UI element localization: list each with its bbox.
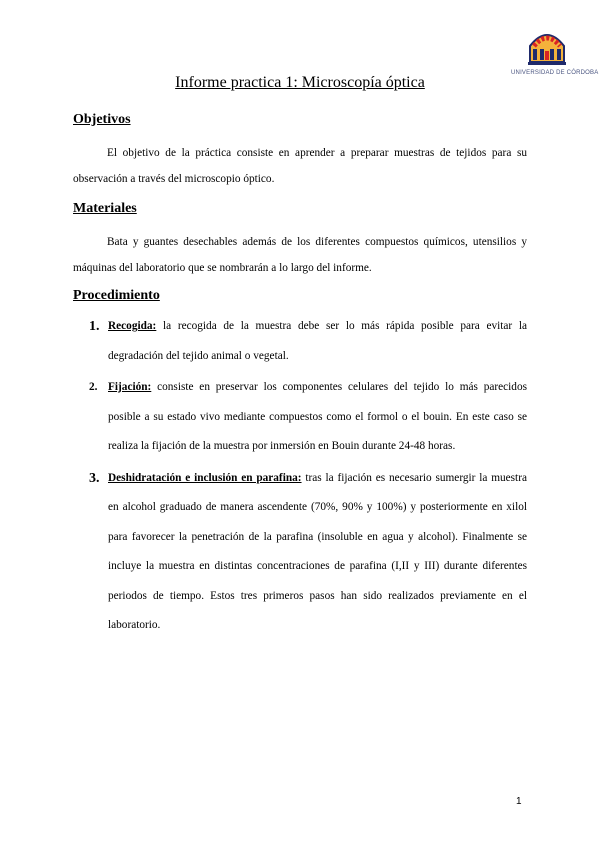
procedure-step-deshidratacion <box>73 464 527 641</box>
heading-objetivos: Objetivos <box>73 112 131 127</box>
heading-procedimiento: Procedimiento <box>73 288 160 303</box>
step-number: 3. <box>89 470 100 486</box>
document-title: Informe practica 1: Microscopía óptica <box>175 74 425 91</box>
step-text: la recogida de la muestra debe ser lo más rápida posible para evitar la degradación del tejido animal o vegetal. <box>108 320 527 362</box>
procedure-list <box>73 312 527 643</box>
objetivos-text: El objetivo de la práctica consiste en aprender a preparar muestras de tejidos para su observación a través del microscopio óptico. <box>73 147 527 185</box>
procedure-step-recogida <box>73 312 527 371</box>
procedure-step-fijacion <box>73 373 527 462</box>
step-text: consiste en preservar los componentes celulares del tejido lo más parecidos posible a su estado vivo mediante compuestos como el formol o el bouin. En este caso se realiza la fijación de la muestra por inmersión en Bouin durante 24-48 horas. <box>108 381 527 452</box>
step-text: tras la fijación es necesario sumergir la muestra en alcohol graduado de manera ascendente (70%, 90% y 100%) y posteriormente en xilol para favorecer la penetración de la parafina (insoluble en agua y alcohol). Finalmente se incluye la muestra en distintas concentraciones de parafina (I,II y III) durante diferentes periodos de tiempo. Estos tres primeros pasos han sido realizados previamente en el laboratorio. <box>108 471 527 631</box>
heading-materiales: Materiales <box>73 201 137 216</box>
step-number: 2. <box>89 381 98 393</box>
step-term: Deshidratación e inclusión en parafina: <box>108 471 302 484</box>
materiales-text: Bata y guantes desechables además de los diferentes compuestos químicos, utensilios y máquinas del laboratorio que se nombrarán a lo largo del informe. <box>73 236 527 274</box>
page-number: 1 <box>516 796 522 807</box>
step-number: 1. <box>89 319 100 334</box>
logo-text: UNIVERSIDAD DE CÓRDOBA <box>511 70 599 76</box>
step-term: Recogida: <box>108 320 157 332</box>
step-term: Fijación: <box>108 381 152 393</box>
university-crest-icon <box>524 22 570 68</box>
